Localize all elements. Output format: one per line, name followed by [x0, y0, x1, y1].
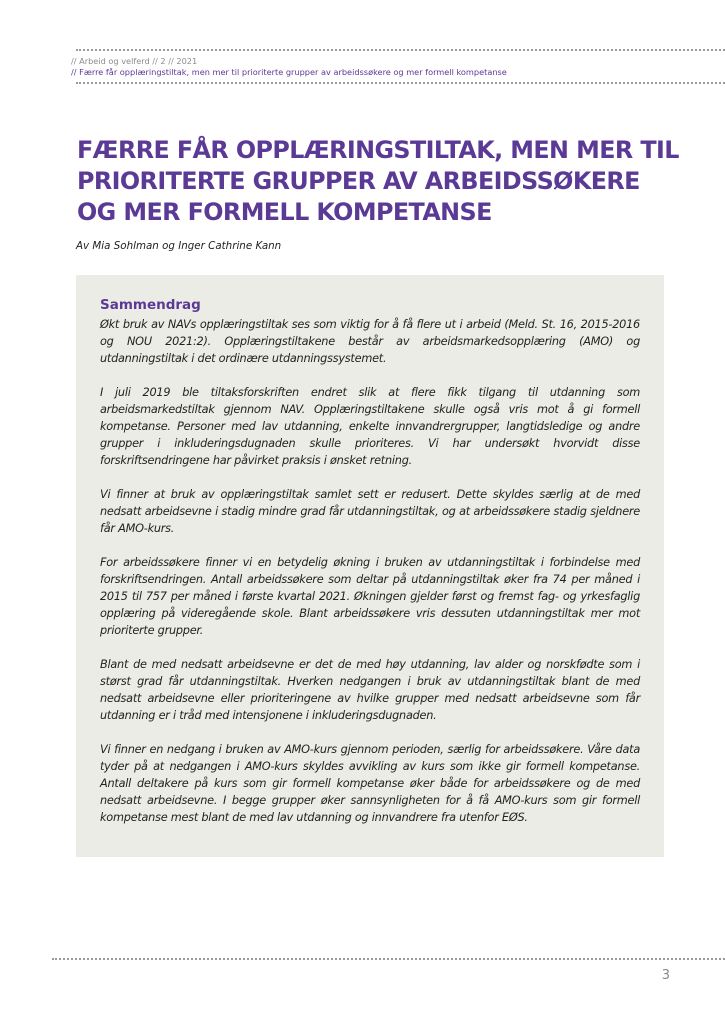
summary-paragraph-4: For arbeidssøkere finner vi en betydelig økning i bruken av utdanningstiltak i forbindelse med forskriftsendringen. Antall arbeidssøkere som deltar på utdanningstiltak øker fra 74 per måned i 2015 til 757 per måned i første kvartal 2021. Økningen gjelder først og fremst fag- og yrkesfaglig opplæring på videregående skole. Blant arbeidssøkere vris dessuten utdanningstiltak mer mot prioriterte grupper.	[100, 556, 640, 637]
summary-heading: Sammendrag	[100, 297, 201, 313]
article-title-line-3: OG MER FORMELL KOMPETANSE	[77, 198, 492, 226]
summary-paragraph-6: Vi finner en nedgang i bruken av AMO-kurs gjennom perioden, særlig for arbeidssøkere. Våre data tyder på at nedgangen i AMO-kurs skyldes avvikling av kurs som ikke gir formell kompetanse. Antall deltakere på kurs som gir formell kompetanse øker både for arbeidssøkere og de med nedsatt arbeidsevne. I begge grupper øker sannsynligheten for å få AMO-kurs som gir formell kompetanse mest blant de med lav utdanning og innvandrere fra utenfor EØS.	[100, 743, 640, 824]
summary-body	[100, 316, 640, 843]
summary-box	[76, 275, 664, 857]
footer-dotted-rule	[52, 958, 725, 960]
byline: Av Mia Sohlman og Inger Cathrine Kann	[76, 240, 282, 252]
article-title-line-1: FÆRRE FÅR OPPLÆRINGSTILTAK, MEN MER TIL	[77, 136, 679, 164]
summary-paragraph-5: Blant de med nedsatt arbeidsevne er det de med høy utdanning, lav alder og norskfødte som i størst grad får utdanningstiltak. Hverken nedgangen i bruk av utdanningstiltak blant de med nedsatt arbeidsevne eller prioriteringene av hvilke grupper med nedsatt arbeidsevne som får utdanning er i tråd med intensjonene i inkluderingsdugnaden.	[100, 658, 640, 722]
header-dotted-rule-top	[76, 49, 725, 51]
summary-paragraph-3: Vi finner at bruk av opplæringstiltak samlet sett er redusert. Dette skyldes særlig at de med nedsatt arbeidsevne i stadig mindre grad får utdanningstiltak, og at arbeidssøkere stadig sjeldnere får AMO-kurs.	[100, 488, 640, 535]
article-title-line-2: PRIORITERTE GRUPPER AV ARBEIDSSØKERE	[77, 167, 640, 195]
article-title	[77, 135, 688, 228]
running-header-article-title: // Færre får opplæringstiltak, men mer til prioriterte grupper av arbeidssøkere og mer formell kompetanse	[71, 67, 507, 77]
running-header-publication: // Arbeid og velferd // 2 // 2021	[71, 56, 198, 66]
summary-paragraph-1: Økt bruk av NAVs opplæringstiltak ses som viktig for å få flere ut i arbeid (Meld. St. 16, 2015-2016 og NOU 2021:2). Opplæringstiltakene består av arbeidsmarkedsopplæring (AMO) og utdanningstiltak i det ordinære utdanningssystemet.	[100, 318, 640, 365]
page-number: 3	[661, 968, 670, 983]
summary-paragraph-2: I juli 2019 ble tiltaksforskriften endret slik at flere fikk tilgang til utdanning som arbeidsmarkedstiltak gjennom NAV. Opplæringstiltakene skulle også vris mot å gi formell kompetanse. Personer med lav utdanning, enkelte innvandrergrupper, langtidsledige og andre grupper i inkluderingsdugnaden skulle prioriteres. Vi har undersøkt hvorvidt disse forskriftsendringene har påvirket praksis i ønsket retning.	[100, 386, 640, 467]
header-dotted-rule-bottom	[76, 82, 725, 84]
